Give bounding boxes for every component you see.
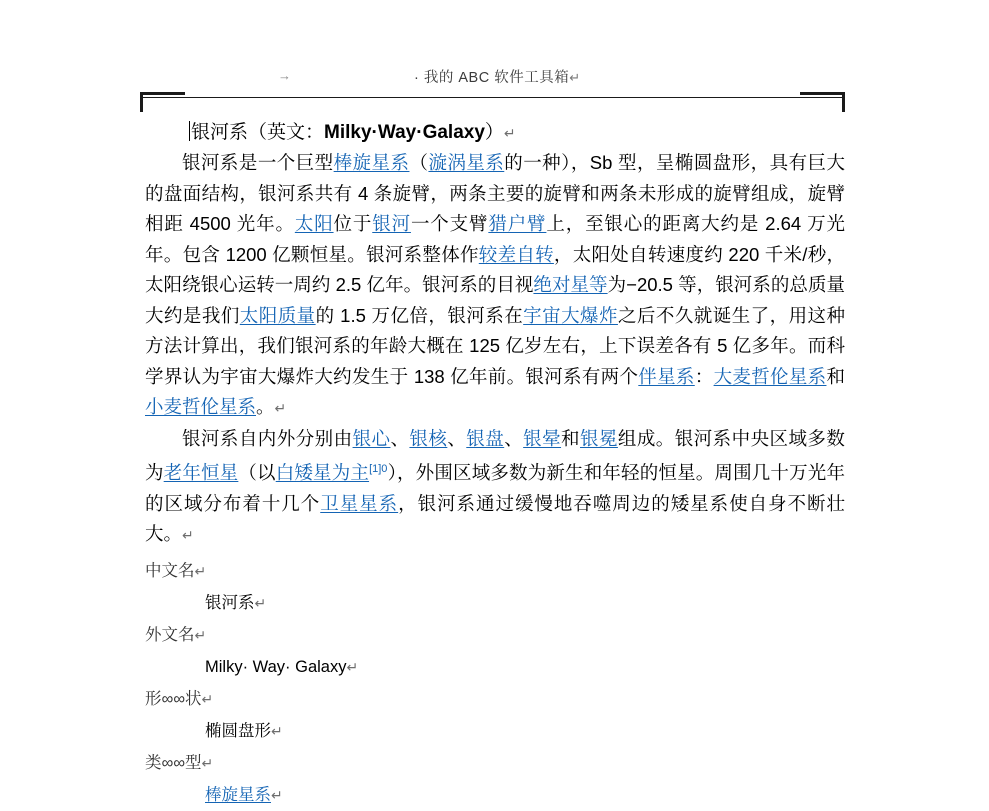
field-value-chinese-name <box>205 587 845 619</box>
field-label-text: 中文名 <box>145 561 195 580</box>
link-galactic-center[interactable]: 银心 <box>352 427 391 449</box>
field-label-text: 类∞∞型 <box>145 753 202 772</box>
field-value-type <box>205 779 845 811</box>
p1-text-7: ，太阳处自转速度约 220 千米/秒，太阳绕银心运转一周约 2.5 亿年。银河系的目视 <box>145 243 845 295</box>
link-absolute-magnitude[interactable]: 绝对星等 <box>533 274 608 295</box>
p2-text-5: 和 <box>561 427 580 449</box>
link-galactic-corona[interactable]: 银冕 <box>580 427 618 449</box>
p1-text-5: 一个支臂 <box>410 213 489 234</box>
document-title <box>189 118 845 148</box>
title-en: Milky·Way·Galaxy <box>324 122 485 143</box>
link-small-magellanic-cloud[interactable]: 小麦哲伦星系 <box>145 396 257 417</box>
p2-text-3: 、 <box>447 427 467 449</box>
field-label-text: 形∞∞状 <box>145 689 202 708</box>
field-label-foreign-name <box>145 619 845 651</box>
header-separator-line <box>140 97 845 98</box>
link-galactic-nucleus[interactable]: 银核 <box>409 427 448 449</box>
p1-text-8: 为−20.5 等，银河系的总质量大约是我们 <box>145 274 845 326</box>
link-satellite-galaxies[interactable]: 伴星系 <box>638 365 695 387</box>
link-satellite-galaxy[interactable]: 卫星星系 <box>320 492 399 514</box>
p1-text-13: 。 <box>256 396 275 417</box>
link-big-bang[interactable]: 宇宙大爆炸 <box>523 304 618 326</box>
field-label-chinese-name <box>145 555 845 587</box>
p2-text-6: 组成。银河系中央区域多数为 <box>145 427 845 484</box>
link-spiral-galaxy[interactable]: 漩涡星系 <box>428 152 505 173</box>
field-value-text: 银河系 <box>205 593 255 612</box>
link-orion-arm[interactable]: 猎户臂 <box>488 213 547 234</box>
p1-text-1: 银河系是一个巨型 <box>182 152 334 173</box>
p2-text-7: （以 <box>238 462 276 484</box>
p2-text-9: ，银河系通过缓慢地吞噬周边的矮星系使自身不断壮大。 <box>145 492 845 545</box>
tab-mark-icon: → <box>278 68 292 83</box>
field-value-shape <box>205 715 845 747</box>
pilcrow-icon: ↵ <box>503 125 516 141</box>
title-paren-open: （英文： <box>248 122 325 143</box>
margin-mark-right-horizontal <box>800 92 845 95</box>
margin-mark-right-vertical <box>842 92 845 112</box>
link-milky-way[interactable]: 银河 <box>372 213 411 234</box>
footnote-reference-2[interactable]: 0 <box>381 463 388 475</box>
p1-text-4: 位于 <box>333 213 373 234</box>
footnote-reference[interactable]: [1] <box>369 463 382 475</box>
field-label-text: 外文名 <box>145 625 195 644</box>
p1-text-6: 上，至银心的距离大约是 2.64 万光年。包含 1200 亿颗恒星。银河系整体作 <box>145 213 845 265</box>
header-title: · 我的 ABC 软件工具箱 <box>414 70 570 86</box>
link-white-dwarf[interactable]: 白矮星为主 <box>275 462 370 484</box>
link-galactic-halo[interactable]: 银晕 <box>523 427 562 449</box>
paragraph-structure <box>145 424 845 551</box>
p1-text-2: （ <box>409 152 429 173</box>
link-barred-spiral-galaxy-type[interactable]: 棒旋星系 <box>205 785 271 804</box>
link-differential-rotation[interactable]: 较差自转 <box>478 243 554 265</box>
field-value-text: Milky· Way· Galaxy <box>205 657 347 676</box>
pilcrow-icon: ↵ <box>569 70 581 85</box>
field-label-type <box>145 747 845 779</box>
p1-text-3: 的一种），Sb 型，呈椭圆盘形，具有巨大的盘面结构，银河系共有 4 条旋臂，两条主要的旋臂和两条未形成的旋臂组成，旋臂相距 4500 光年。 <box>145 152 845 234</box>
paragraph-overview <box>145 148 845 424</box>
p2-text-4: 、 <box>504 427 524 449</box>
link-old-stars[interactable]: 老年恒星 <box>163 462 239 484</box>
page-header <box>0 66 989 92</box>
p2-text-2: 、 <box>390 427 410 449</box>
p1-text-12: 和 <box>826 365 845 387</box>
header-text <box>414 66 581 87</box>
field-label-shape <box>145 683 845 715</box>
margin-mark-left-horizontal <box>140 92 185 95</box>
link-galactic-disk[interactable]: 银盘 <box>466 427 505 449</box>
p1-text-9: 的 1.5 万亿倍，银河系在 <box>315 304 524 326</box>
pilcrow-icon: ↵ <box>346 658 359 675</box>
title-paren-close: ） <box>484 122 504 143</box>
pilcrow-icon: ↵ <box>194 562 207 579</box>
link-barred-spiral-galaxy[interactable]: 棒旋星系 <box>333 152 410 173</box>
pilcrow-icon: ↵ <box>194 626 207 643</box>
margin-mark-left-vertical <box>140 92 143 112</box>
pilcrow-icon: ↵ <box>201 690 214 707</box>
pilcrow-icon: ↵ <box>274 400 287 416</box>
link-solar-mass[interactable]: 太阳质量 <box>239 304 316 326</box>
pilcrow-icon: ↵ <box>271 722 283 739</box>
pilcrow-icon: ↵ <box>201 754 214 771</box>
field-value-text: 椭圆盘形 <box>205 721 271 740</box>
title-cn: 银河系 <box>191 122 249 143</box>
p2-text-1: 银河系自内外分别由 <box>182 427 353 449</box>
document-body <box>145 118 845 811</box>
link-sun[interactable]: 太阳 <box>294 213 334 234</box>
p1-text-10: 之后不久就诞生了，用这种方法计算出，我们银河系的年龄大概在 125 亿岁左右，上下误差各有 5 亿多年。而科学界认为宇宙大爆炸大约发生于 138 亿年前。银河系有两个 <box>145 304 845 387</box>
p2-text-8: ），外围区域多数为新生和年轻的恒星。周围几十万光年的区域分布着十几个 <box>145 462 845 514</box>
text-caret <box>189 121 190 141</box>
field-value-foreign-name <box>205 651 845 683</box>
pilcrow-icon: ↵ <box>254 594 267 611</box>
pilcrow-icon: ↵ <box>271 786 283 803</box>
p1-text-11: ： <box>694 365 714 387</box>
pilcrow-icon: ↵ <box>182 527 194 544</box>
link-large-magellanic-cloud[interactable]: 大麦哲伦星系 <box>713 365 827 387</box>
